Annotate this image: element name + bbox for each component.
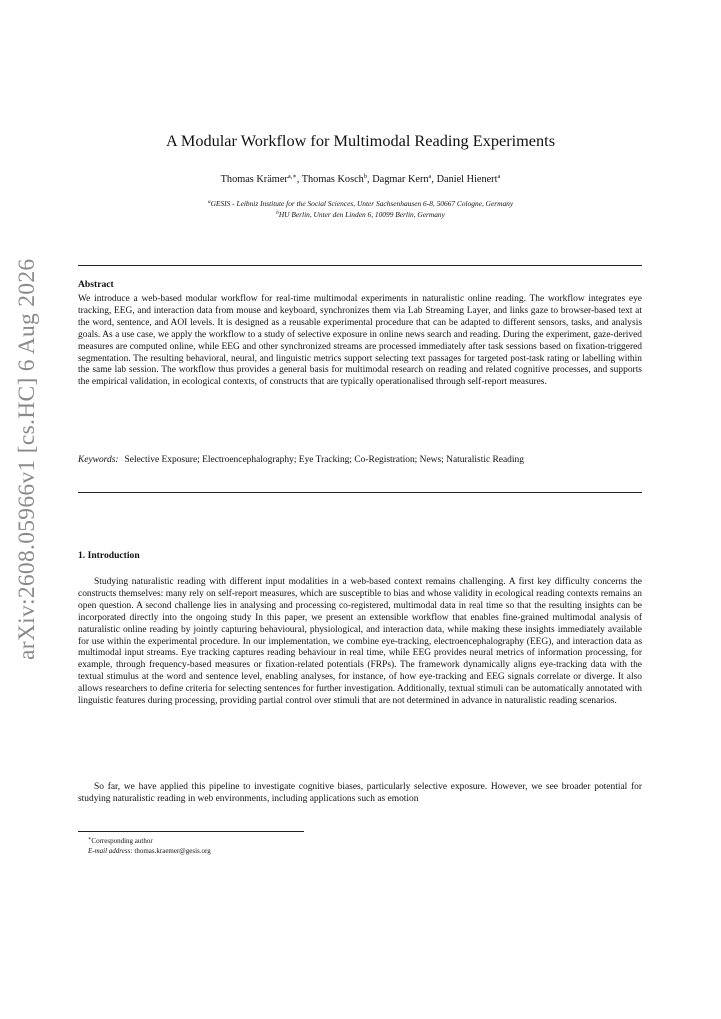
affiliation-mark: b: [276, 210, 279, 216]
footnote-text: Corresponding author: [91, 837, 153, 845]
author-affiliation-mark: a: [497, 173, 501, 180]
abstract-top-rule: [78, 265, 642, 266]
corresponding-author-footnote: [88, 836, 153, 846]
affiliation-text: HU Berlin, Unter den Linden 6, 10099 Berlin, Germany: [278, 210, 445, 219]
paper-title: A Modular Workflow for Multimodal Reading Experiments: [165, 131, 556, 150]
keywords: [78, 455, 642, 467]
author-list: [60, 173, 661, 187]
email-footnote: [88, 846, 211, 856]
abstract-bottom-rule: [78, 492, 642, 493]
author-separator: ,: [367, 174, 373, 185]
email-address: thomas.kraemer@gesis.org: [134, 847, 211, 855]
keywords-label: Keywords:: [78, 455, 119, 465]
introduction-paragraph: So far, we have applied this pipeline to investigate cognitive biases, particularly selective exposure. However, we see broader potential for studying naturalistic reading in web environments, including applications such as emotion: [78, 782, 642, 804]
affiliation: [60, 209, 661, 220]
introduction-paragraph: Studying naturalistic reading with different input modalities in a web-based context remains challenging. A first key difficulty concerns the constructs themselves: many rely on self-report measures, which are susceptible to bias and whose validity in ecological reading contexts remains an open question. A second challenge lies in analysing and processing co-registered, multimodal data in real time so that the resulting insights can be incorporated directly into the ongoing study In this paper, we present an extensible workflow that enables fine-grained multimodal analysis of naturalistic online reading by jointly capturing behavioural, physiological, and interaction data, while making these insights immediately available for use within the experimental procedure. In our implementation, we combine eye-tracking, electroencephalography (EEG), and interaction data as multimodal input streams. Eye tracking captures reading behaviour in real time, while EEG provides neural metrics of information processing, for example, through frequency-based measures or fixation-related potentials (FRPs). The framework dynamically aligns eye-tracking data with the textual stimulus at the word and sentence level, enabling analyses, for instance, of how eye-tracking and EEG signals correlate or diverge. It also allows researchers to define criteria for selecting sentences for further investigation. Additionally, textual stimuli can be automatically annotated with linguistic features during processing, providing partial control over stimuli that are not determined in advance in naturalistic reading scenarios.: [78, 577, 642, 707]
footnote-mark: ∗: [88, 837, 92, 842]
author-name: Dagmar Kern: [372, 174, 429, 185]
author-affiliation-mark: a,∗: [287, 173, 297, 180]
author-name: Daniel Hienert: [436, 174, 498, 185]
email-label: E-mail address:: [88, 847, 133, 855]
arxiv-identifier-stamp: arXiv:2608.05966v1 [cs.HC] 6 Aug 2026: [14, 258, 40, 660]
author-name: Thomas Kosch: [301, 174, 364, 185]
author-name: Thomas Krämer: [220, 174, 288, 185]
author-affiliation-mark: b: [363, 173, 368, 180]
affiliation-mark: a: [207, 199, 211, 205]
affiliation: [60, 198, 661, 209]
keywords-list: Selective Exposure; Electroencephalography; Eye Tracking; Co-Registration; News; Naturalistic Reading: [124, 455, 524, 465]
abstract-heading: Abstract: [78, 279, 114, 290]
author-affiliation-mark: a: [428, 173, 432, 180]
abstract-text: We introduce a web-based modular workflow for real-time multimodal experiments in naturalistic online reading. The workflow integrates eye tracking, EEG, and interaction data from mouse and keyboard, synchronizes them via Lab Streaming Layer, and links gaze to browser-based text at the word, sentence, and AOI levels. It is designed as a reusable experimental procedure that can be adapted to different sensors, tasks, and analysis goals. As a use case, we apply the workflow to a study of selective exposure in online news search and reading. During the experiment, gaze-derived measures are computed online, while EEG and other synchronized streams are processed immediately after task sessions based on fixation-triggered segmentation. The resulting behavioral, neural, and linguistic metrics support selecting text passages for targeted post-task rating or labelling within the same lab session. The workflow thus provides a general basis for multimodal research on reading and related cognitive processes, and supports the empirical validation, in ecological contexts, of constructs that are typically operationalised through self-report measures.: [78, 294, 642, 388]
footnote-rule: [78, 831, 304, 832]
introduction-heading: 1. Introduction: [78, 550, 140, 561]
author-separator: ,: [431, 174, 437, 185]
affiliation-text: GESIS - Leibniz Institute for the Social Sciences, Unter Sachsenhausen 6-8, 50667 Cologne, Germany: [210, 199, 514, 208]
author-separator: ,: [296, 174, 302, 185]
